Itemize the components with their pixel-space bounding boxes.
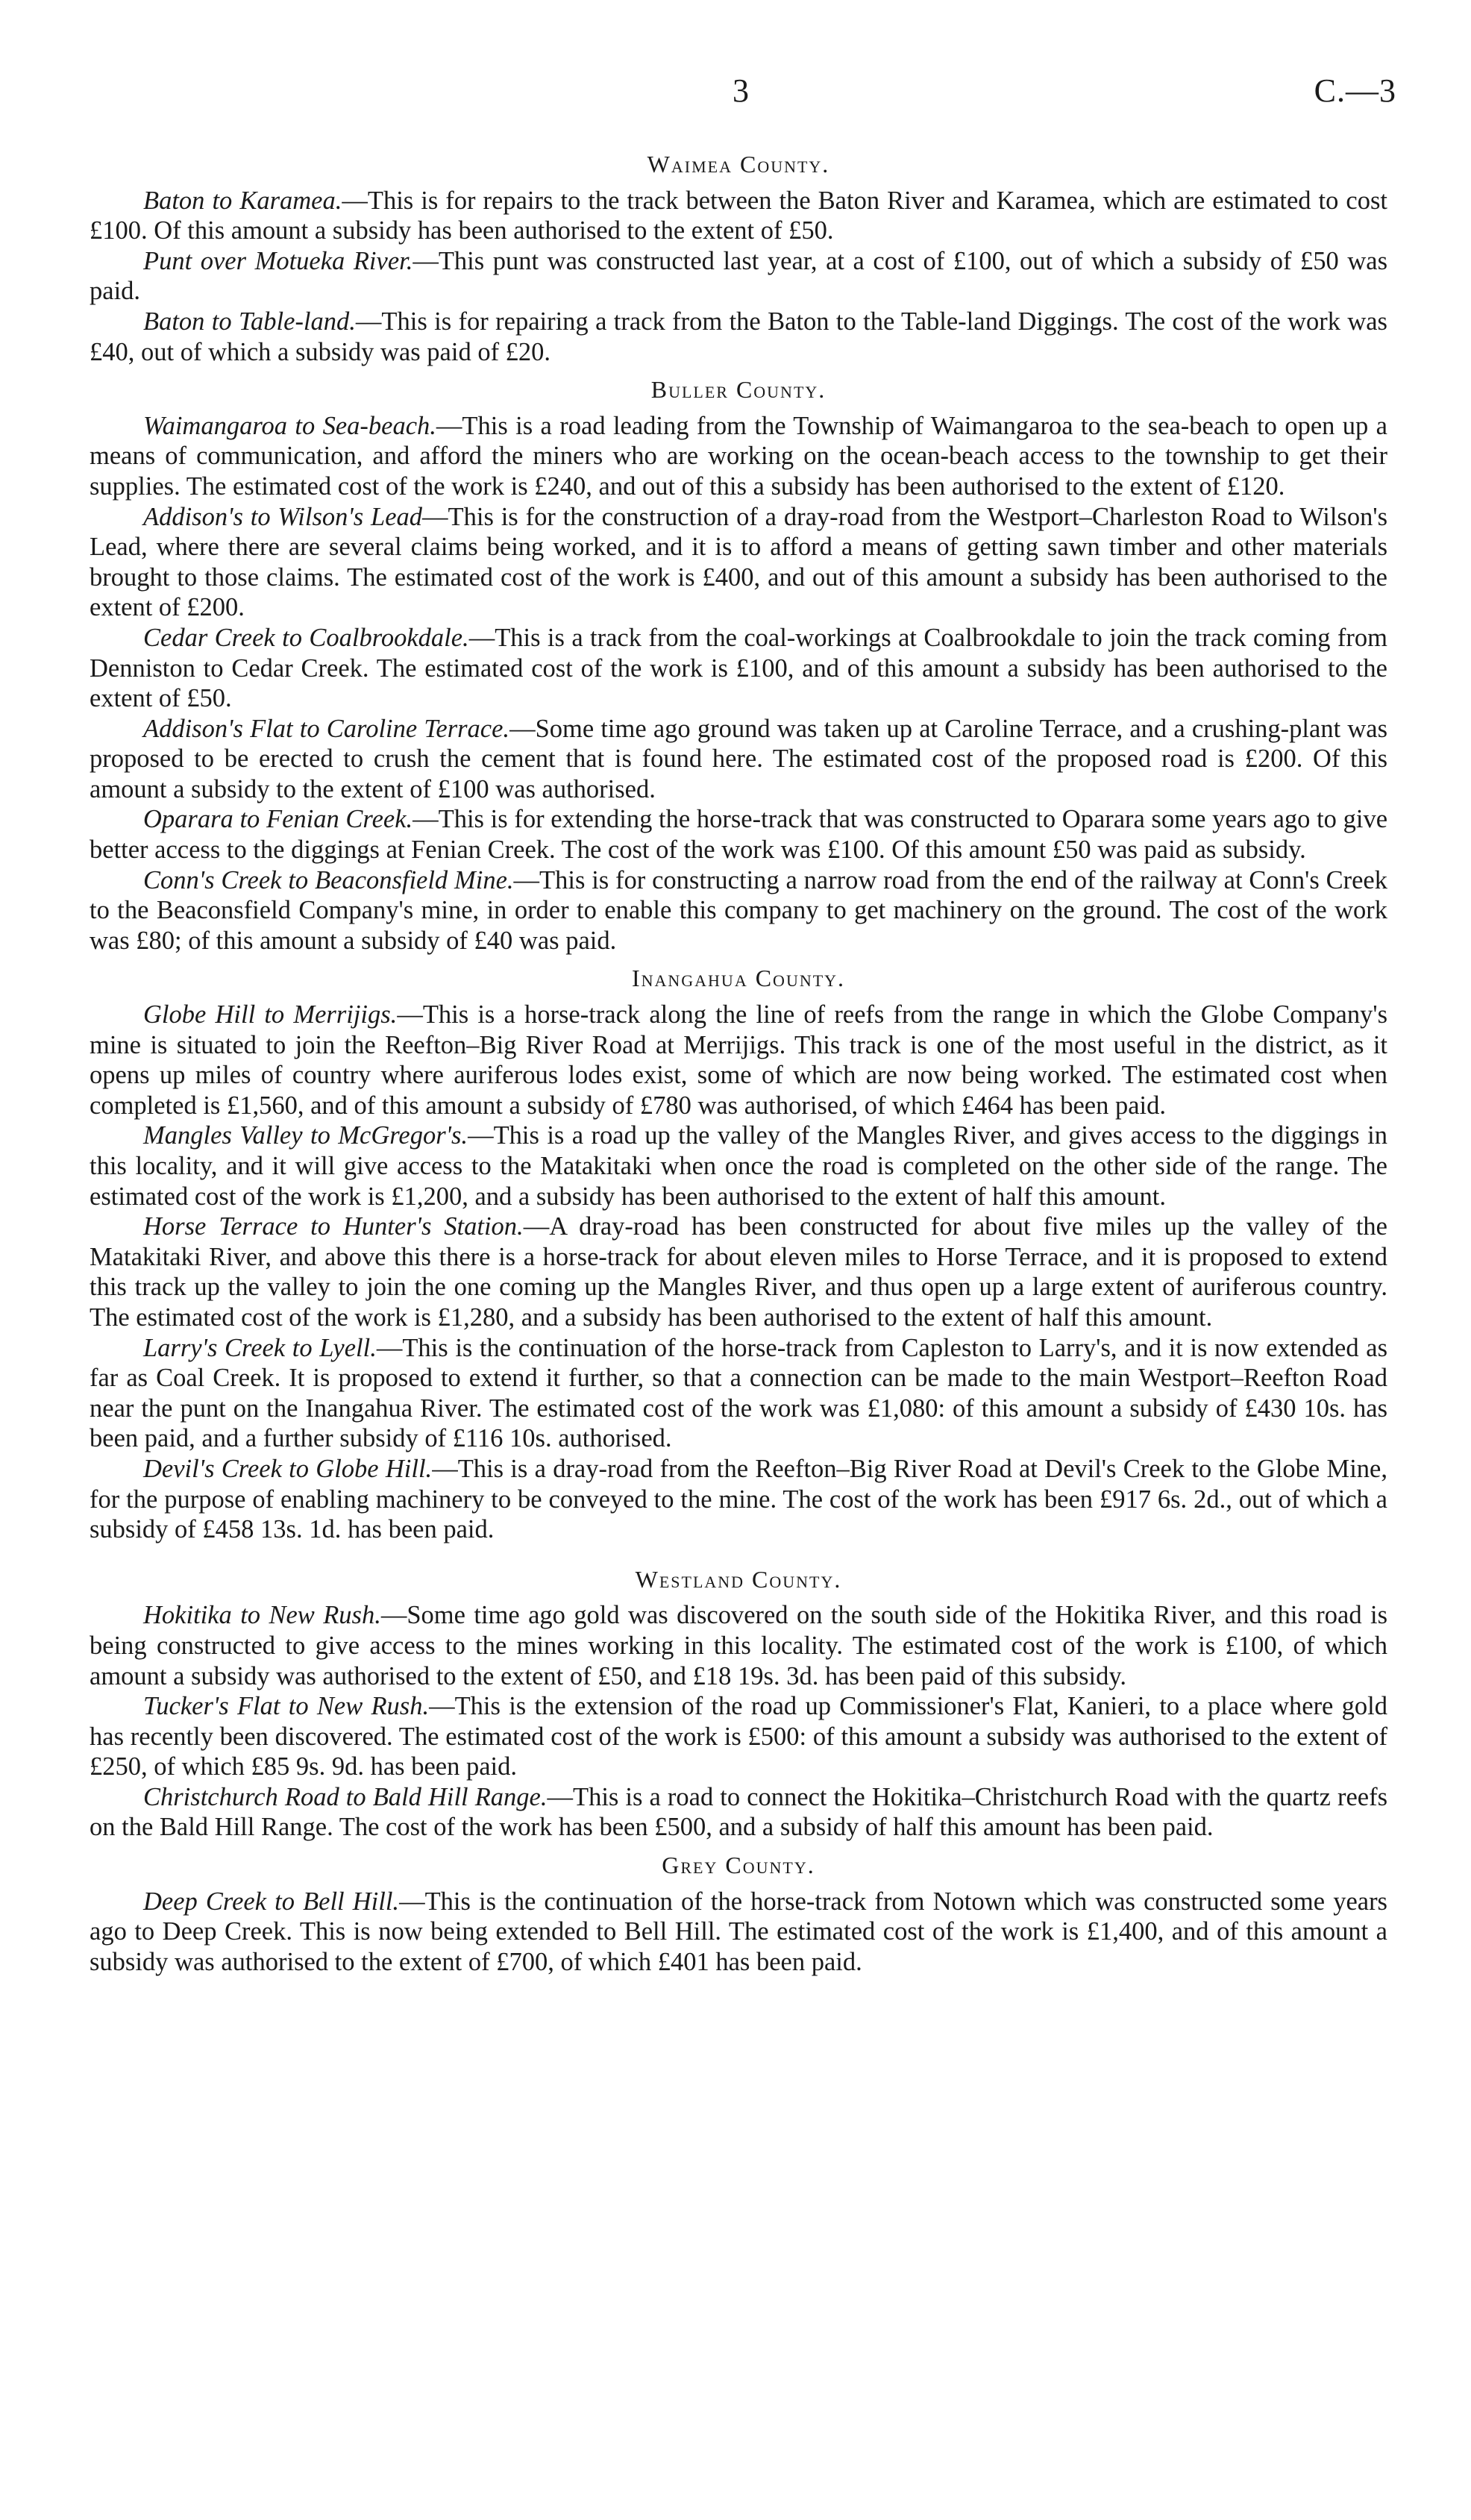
entry-title: Mangles Valley to McGregor's. (143, 1121, 468, 1150)
county-heading: Buller County. (650, 376, 827, 404)
entry-text: —This is for the construction of a dray-road from the Westport–Charleston Road to Wilson's Lead, where there are several claims being worked, and it is to afford a means of getting sawn timber and other materials brought to those claims. The estimated cost of the work is £400, and out of this amount a subsidy has been authorised to the extent of £200. (90, 502, 1388, 622)
entry-title: Globe Hill to Merrijigs. (143, 1000, 398, 1029)
entry-title: Christchurch Road to Bald Hill Range. (143, 1782, 548, 1811)
works-entry (90, 1454, 1387, 1545)
works-entry (90, 1600, 1387, 1691)
entry-text: —A dray-road has been constructed for about five miles up the valley of the Matakitaki River, and above this there is a horse-track for about eleven miles to Horse Terrace, and it is proposed to extend this track up the valley to join the one coming up the Mangles River, and thus open up a large extent of auriferous country. The estimated cost of the work is £1,280, and a subsidy has been authorised to the extent of half this amount. (90, 1212, 1387, 1332)
works-entry (90, 1212, 1387, 1332)
county-section (90, 374, 1387, 956)
entry-title: Baton to Table-land. (143, 307, 356, 336)
works-entry (90, 714, 1387, 805)
works-entry (90, 1000, 1387, 1120)
works-entry (90, 411, 1387, 502)
works-entry (90, 307, 1387, 367)
entry-title: Addison's Flat to Caroline Terrace. (143, 714, 510, 743)
county-section (90, 149, 1387, 367)
entry-title: Tucker's Flat to New Rush. (143, 1692, 430, 1721)
entry-text: —This is the continuation of the horse-track from Capleston to Larry's, and it is now extended as far as Coal Creek. It is proposed to extend it further, so that a connection can be made to the main Westport–Reefton Road near the punt on the Inangahua River. The estimated cost of the work was £1,080: of this amount a subsidy of £430 10s. has been paid, and a further subsidy of £116 10s. authorised. (90, 1333, 1388, 1453)
county-heading: Waimea County. (647, 151, 830, 178)
works-entry (90, 502, 1387, 623)
entry-text: —This is a track from the coal-workings at Coalbrookdale to join the track coming from Denniston to Cedar Creek. The estimated cost of the work is £100, and of this amount a subsidy has been authorised to the extent of £50. (90, 623, 1387, 713)
works-entry (90, 1333, 1387, 1454)
entry-title: Baton to Karamea. (143, 186, 342, 215)
county-heading: Westland County. (635, 1565, 842, 1593)
entry-text: —Some time ago gold was discovered on the south side of the Hokitika River, and this road is being constructed to give access to the mines working in this locality. The estimated cost of the work is £100, of which amount a subsidy was authorised to the extent of £50, and £18 19s. 3d. has been paid of this subsidy. (90, 1601, 1387, 1690)
entry-text: —This is the continuation of the horse-track from Notown which was constructed some years ago to Deep Creek. This is now being extended to Bell Hill. The estimated cost of the work is £1,400, and of this amount a subsidy was authorised to the extent of £700, of which £401 has been paid. (90, 1887, 1387, 1976)
entry-title: Addison's to Wilson's Lead (143, 502, 423, 531)
entry-title: Horse Terrace to Hunter's Station. (143, 1212, 524, 1241)
works-entry (90, 1120, 1387, 1212)
county-section (90, 963, 1387, 1544)
page-body (90, 142, 1387, 1977)
county-section (90, 1850, 1387, 1977)
entry-title: Devil's Creek to Globe Hill. (143, 1454, 433, 1483)
entry-title: Punt over Motueka River. (143, 246, 413, 275)
entry-title: Larry's Creek to Lyell. (143, 1333, 377, 1362)
entry-title: Oparara to Fenian Creek. (143, 805, 413, 834)
entry-title: Cedar Creek to Coalbrookdale. (143, 623, 469, 652)
works-entry (90, 246, 1387, 307)
entry-title: Hokitika to New Rush. (143, 1601, 381, 1630)
entry-text: —This is a dray-road from the Reefton–Big River Road at Devil's Creek to the Globe Mine, for the purpose of enabling machinery to be conveyed to the mine. The cost of the work has been £917 6s. 2d., out of which a subsidy of £458 13s. 1d. has been paid. (90, 1454, 1387, 1544)
county-heading: Inangahua County. (631, 965, 846, 992)
works-entry (90, 186, 1387, 246)
entry-text: —This is a road to connect the Hokitika–Christchurch Road with the quartz reefs on the Bald Hill Range. The cost of the work has been £500, and a subsidy of half this amount has been paid. (90, 1782, 1387, 1842)
entry-text: —This is a horse-track along the line of reefs from the range in which the Globe Company's mine is situated to join the Reefton–Big River Road at Merrijigs. This track is one of the most useful in the district, as it opens up miles of country where auriferous lodes exist, some of which are now being worked. The estimated cost when completed is £1,560, and of this amount a subsidy of £780 was authorised, of which £464 has been paid. (90, 1000, 1387, 1120)
entry-text: —This is for constructing a narrow road from the end of the railway at Conn's Creek to the Beaconsfield Company's mine, in order to enable this company to get machinery on the ground. The cost of the work was £80; of this amount a subsidy of £40 was paid. (90, 865, 1387, 955)
entry-title: Conn's Creek to Beaconsfield Mine. (143, 865, 514, 894)
document-reference: C.—3 (1314, 72, 1396, 109)
entry-text: —This punt was constructed last year, at a cost of £100, out of which a subsidy of £50 was paid. (90, 246, 1387, 306)
county-section (90, 1564, 1387, 1843)
county-heading: Grey County. (662, 1852, 815, 1879)
works-entry (90, 804, 1387, 865)
page-number: 3 (733, 72, 749, 109)
works-entry (90, 865, 1387, 956)
entry-text: —This is the extension of the road up Commissioner's Flat, Kanieri, to a place where gold has recently been discovered. The estimated cost of the work is £500: of this amount a subsidy was authorised to the extent of £250, of which £85 9s. 9d. has been paid. (90, 1692, 1387, 1781)
works-entry (90, 1691, 1387, 1782)
works-entry (90, 623, 1387, 714)
entry-title: Deep Creek to Bell Hill. (143, 1887, 400, 1916)
entry-text: —This is for repairs to the track between the Baton River and Karamea, which are estimated to cost £100. Of this amount a subsidy has been authorised to the extent of £50. (90, 186, 1388, 245)
entry-title: Waimangaroa to Sea-beach. (143, 411, 436, 440)
entry-text: —This is for repairing a track from the Baton to the Table-land Diggings. The cost of the work was £40, out of which a subsidy was paid of £20. (90, 307, 1387, 366)
works-entry (90, 1782, 1387, 1843)
entry-text: —This is a road leading from the Township of Waimangaroa to the sea-beach to open up a means of communication, and afford the miners who are working on the ocean-beach access to the township to get their supplies. The estimated cost of the work is £240, and out of this a subsidy has been authorised to the extent of £120. (90, 411, 1387, 501)
page-header (0, 72, 1471, 116)
entry-text: —This is for extending the horse-track that was constructed to Oparara some years ago to give better access to the diggings at Fenian Creek. The cost of the work was £100. Of this amount £50 was paid as subsidy. (90, 805, 1388, 865)
entry-text: —Some time ago ground was taken up at Caroline Terrace, and a crushing-plant was proposed to be erected to crush the cement that is found here. The estimated cost of the proposed road is £200. Of this amount a subsidy to the extent of £100 was authorised. (90, 714, 1387, 803)
entry-text: —This is a road up the valley of the Mangles River, and gives access to the diggings in this locality, and it will give access to the Matakitaki when once the road is completed on the other side of the range. The estimated cost of the work is £1,200, and a subsidy has been authorised to the extent of half this amount. (90, 1121, 1387, 1211)
works-entry (90, 1887, 1387, 1978)
